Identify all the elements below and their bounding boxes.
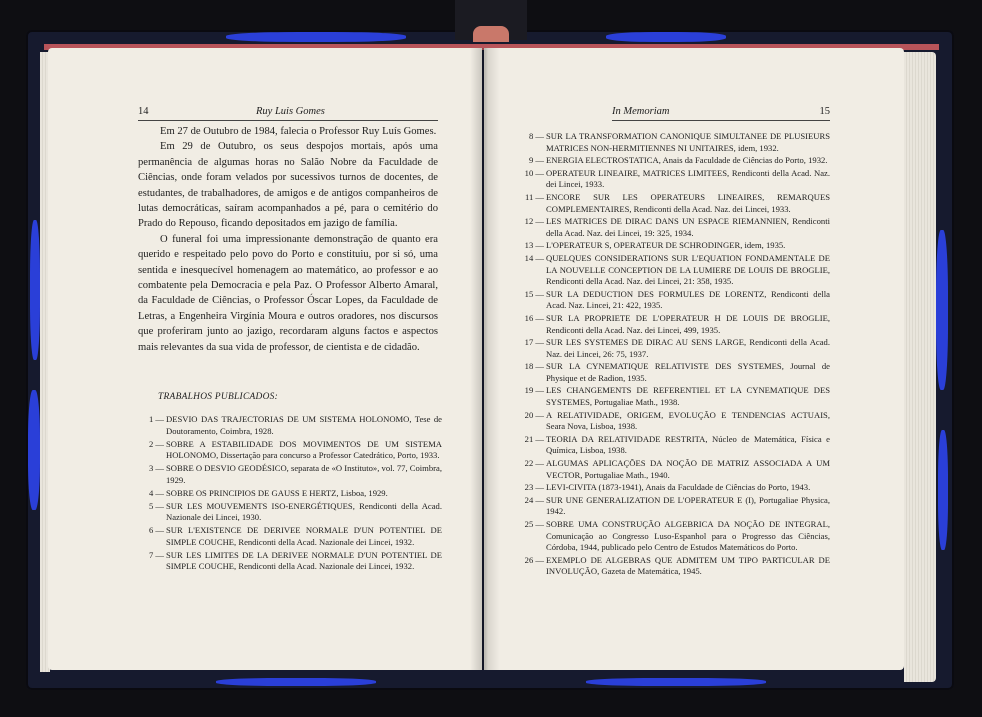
publication-entry: [518, 519, 830, 554]
publication-entry: [140, 550, 442, 573]
publication-entry: [518, 192, 830, 215]
cover-marbling: [586, 678, 766, 686]
publication-text: LES CHANGEMENTS DE REFERENTIEL ET LA CYNEMATIQUE DES SYSTEMES, Portugaliae Math., 1938.: [546, 385, 830, 408]
publication-entry: [518, 495, 830, 518]
publication-number: 11 —: [524, 191, 544, 202]
memorial-text: [138, 124, 438, 355]
publication-number: 24 —: [524, 494, 544, 505]
publication-entry: [518, 385, 830, 408]
publication-entry: [518, 168, 830, 191]
page-number: 14: [138, 106, 149, 117]
running-head: In Memoriam: [612, 106, 670, 117]
publication-number: 12 —: [524, 216, 544, 227]
publication-number: 22 —: [524, 458, 544, 469]
publication-entry: [518, 240, 830, 252]
book-spine: [455, 0, 527, 40]
cover-marbling: [28, 390, 40, 510]
publication-number: 14 —: [524, 252, 544, 263]
right-page-header: [612, 106, 830, 121]
publication-number: 19 —: [524, 385, 544, 396]
publication-number: 25 —: [524, 519, 544, 529]
publication-text: SUR LA PROPRIETE DE L'OPERATEUR H DE LOUIS DE BROGLIE, Rendiconti della Acad. Naz. dei Lincei, 499, 1935.: [546, 312, 830, 335]
page-stack-right: [904, 52, 936, 682]
publication-text: ALGUMAS APLICAÇÕES DA NOÇÃO DE MATRIZ ASSOCIADA A UM VECTOR, Portugaliae Math., 1940.: [546, 458, 830, 480]
publication-text: SOBRE O DESVIO GEODÉSICO, separata de «O Instituto», vol. 77, Coimbra, 1929.: [166, 463, 442, 485]
publications-heading: TRABALHOS PUBLICADOS:: [158, 392, 279, 402]
publications-list: [518, 131, 830, 579]
publication-number: 1 —: [148, 414, 164, 424]
page-number: 15: [819, 106, 830, 117]
publication-entry: [518, 555, 830, 578]
publication-number: 15 —: [524, 288, 544, 299]
left-page-header: [138, 106, 438, 121]
cover-marbling: [30, 220, 40, 360]
publication-text: SUR LES MOUVEMENTS ISO-ENERGÉTIQUES, Rendiconti della Acad. Nazionale dei Lincei, 1930.: [166, 500, 442, 523]
publication-text: SUR LES LIMITES DE LA DERIVEE NORMALE D'UN POTENTIEL DE SIMPLE COUCHE, Rendiconti della Acad. Nazionale dei Lincei, 1932.: [166, 549, 442, 572]
publications-list: [140, 414, 442, 574]
publication-text: SOBRE OS PRINCIPIOS DE GAUSS E HERTZ, Lisboa, 1929.: [166, 487, 388, 498]
publication-text: LEVI-CIVITA (1873-1941), Anais da Faculdade de Ciências do Porto, 1943.: [546, 482, 811, 493]
publication-entry: [140, 463, 442, 486]
publication-text: DESVIO DAS TRAJECTORIAS DE UM SISTEMA HOLONOMO, Tese de Doutoramento, Coimbra, 1928.: [166, 414, 442, 436]
publication-number: 26 —: [524, 554, 544, 565]
publication-entry: [518, 131, 830, 154]
publication-text: SUR UNE GENERALIZATION DE L'OPERATEUR E (I), Portugaliae Physica, 1942.: [546, 494, 830, 517]
cover-marbling: [936, 230, 948, 390]
publication-entry: [518, 458, 830, 481]
publication-entry: [518, 216, 830, 239]
cover-marbling: [606, 32, 726, 42]
publication-text: OPERATEUR LINEAIRE, MATRICES LIMITEES, Rendiconti della Acad. Naz. dei Lincei, 1933.: [546, 167, 830, 190]
publication-text: SUR LA TRANSFORMATION CANONIQUE SIMULTANEE DE PLUSIEURS MATRICES NON-HERMITIENNES NI UNITAIRES, idem, 1932.: [546, 131, 830, 153]
publication-text: TEORIA DA RELATIVIDADE RESTRITA, Núcleo de Matemática, Física e Química, Lisboa, 1938.: [546, 433, 830, 456]
publication-text: SOBRE UMA CONSTRUÇÃO ALGEBRICA DA NOÇÃO DE INTEGRAL, Comunicação ao Congresso Luso-Espanhol para o Progresso das Ciências, Córdoba, 1944, publicado pelo Centro de Estudos Matemáticos do Porto.: [546, 519, 830, 553]
publication-number: 7 —: [148, 549, 164, 560]
publication-text: SUR LA DEDUCTION DES FORMULES DE LORENTZ, Rendiconti della Acad. Naz. Lincei, 21: 422, 1935.: [546, 288, 830, 311]
publication-entry: [518, 337, 830, 360]
publication-entry: [140, 439, 442, 462]
publication-entry: [518, 253, 830, 288]
publication-number: 20 —: [524, 409, 544, 420]
running-head: Ruy Luis Gomes: [256, 106, 325, 117]
publication-number: 6 —: [148, 525, 164, 536]
publication-number: 8 —: [528, 131, 544, 141]
book-gutter: [470, 48, 500, 670]
publication-number: 4 —: [148, 487, 164, 498]
left-page: [48, 48, 482, 670]
cover-marbling: [938, 430, 948, 550]
publication-entry: [518, 155, 830, 167]
publication-text: SOBRE A ESTABILIDADE DOS MOVIMENTOS DE UM SISTEMA HOLONOMO, Dissertação para concurso a Professor Catedrático, Porto, 1933.: [166, 438, 442, 461]
cover-marbling: [216, 678, 376, 686]
publication-number: 10 —: [524, 167, 544, 178]
publication-text: A RELATIVIDADE, ORIGEM, EVOLUÇÃO E TENDENCIAS ACTUAIS, Seara Nova, Lisboa, 1938.: [546, 409, 830, 432]
publication-entry: [140, 414, 442, 437]
publication-number: 2 —: [148, 438, 164, 449]
publication-number: 18 —: [524, 361, 544, 372]
publication-text: SUR LES SYSTEMES DE DIRAC AU SENS LARGE, Rendiconti della Acad. Naz. dei Lincei, 26: 75, 1937.: [546, 337, 830, 359]
publication-entry: [518, 434, 830, 457]
publication-number: 16 —: [524, 312, 544, 323]
publication-entry: [140, 488, 442, 500]
cover-marbling: [226, 32, 406, 42]
publication-text: L'OPERATEUR S, OPERATEUR DE SCHRODINGER, idem, 1935.: [546, 240, 786, 251]
publication-number: 9 —: [528, 155, 544, 166]
publication-entry: [518, 410, 830, 433]
paragraph: Em 27 de Outubro de 1984, falecia o Professor Ruy Luís Gomes.: [160, 126, 437, 137]
publication-text: LES MATRICES DE DIRAC DANS UN ESPACE RIEMANNIEN, Rendiconti della Acad. Naz. dei Lincei, 19: 325, 1934.: [546, 216, 830, 238]
right-page: [484, 48, 904, 670]
publication-text: SUR L'EXISTENCE DE DERIVEE NORMALE D'UN POTENTIEL DE SIMPLE COUCHE, Rendiconti della Acad. Nazionale dei Lincei, 1932.: [166, 525, 442, 547]
publication-text: QUELQUES CONSIDERATIONS SUR L'EQUATION FONDAMENTALE DE LA NOUVELLE CONCEPTION DE LA LUMIERE DE LOUIS DE BROGLIE, Rendiconti della Acad. Naz. dei Lincei, 21: 358, 1935.: [546, 252, 830, 287]
publication-number: 23 —: [524, 482, 544, 493]
paragraph: Em 29 de Outubro, os seus despojos mortais, após uma permanência de algumas horas no Salão Nobre da Faculdade de Ciências, onde foram velados por sucessivos turnos de docentes, de estudantes, de trabalhadores, de amigos e de antigos companheiros de lutas democráticas, saíram acompanhados a pé, para o cemitério do Prado do Repouso, ficando depositados em jazigo de família.: [138, 141, 438, 230]
publication-entry: [140, 501, 442, 524]
publication-number: 3 —: [148, 463, 164, 474]
publication-text: EXEMPLO DE ALGEBRAS QUE ADMITEM UM TIPO PARTICULAR DE INVOLUÇÃO, Gazeta de Matemática, 1945.: [546, 554, 830, 577]
publication-number: 21 —: [524, 433, 544, 444]
headband: [473, 26, 509, 42]
publication-text: ENCORE SUR LES OPERATEURS LINEAIRES, REMARQUES COMPLEMENTAIRES, Rendiconti della Acad. Naz. dei Lincei, 1933.: [546, 191, 830, 214]
publication-number: 13 —: [524, 240, 544, 251]
publication-entry: [140, 525, 442, 548]
publication-entry: [518, 313, 830, 336]
publication-text: SUR LA CYNEMATIQUE RELATIVISTE DES SYSTEMES, Journal de Physique et de Radion, 1935.: [546, 361, 830, 383]
publication-number: 5 —: [148, 500, 164, 511]
publication-entry: [518, 361, 830, 384]
publication-entry: [518, 482, 830, 494]
publication-number: 17 —: [524, 337, 544, 348]
paragraph: O funeral foi uma impressionante demonstração de quanto era querido e respeitado pelo povo do Porto e constituiu, por si só, uma sentida e inesquecível homenagem ao matemático, ao professor e ao combatente pela Democracia e pela Paz. O Professor Alberto Amaral, da Faculdade de Ciências, o Professor Óscar Lopes, da Faculdade de Letras, a Engenheira Virgínia Moura e outros oradores, nos discursos que proferiram junto ao jazigo, recordaram alguns factos e aspectos mais relevantes da sua vida de professor, de cientista e de cidadão.: [138, 233, 438, 353]
publication-text: ENERGIA ELECTROSTATICA, Anais da Faculdade de Ciências do Porto, 1932.: [546, 155, 828, 166]
publication-entry: [518, 289, 830, 312]
